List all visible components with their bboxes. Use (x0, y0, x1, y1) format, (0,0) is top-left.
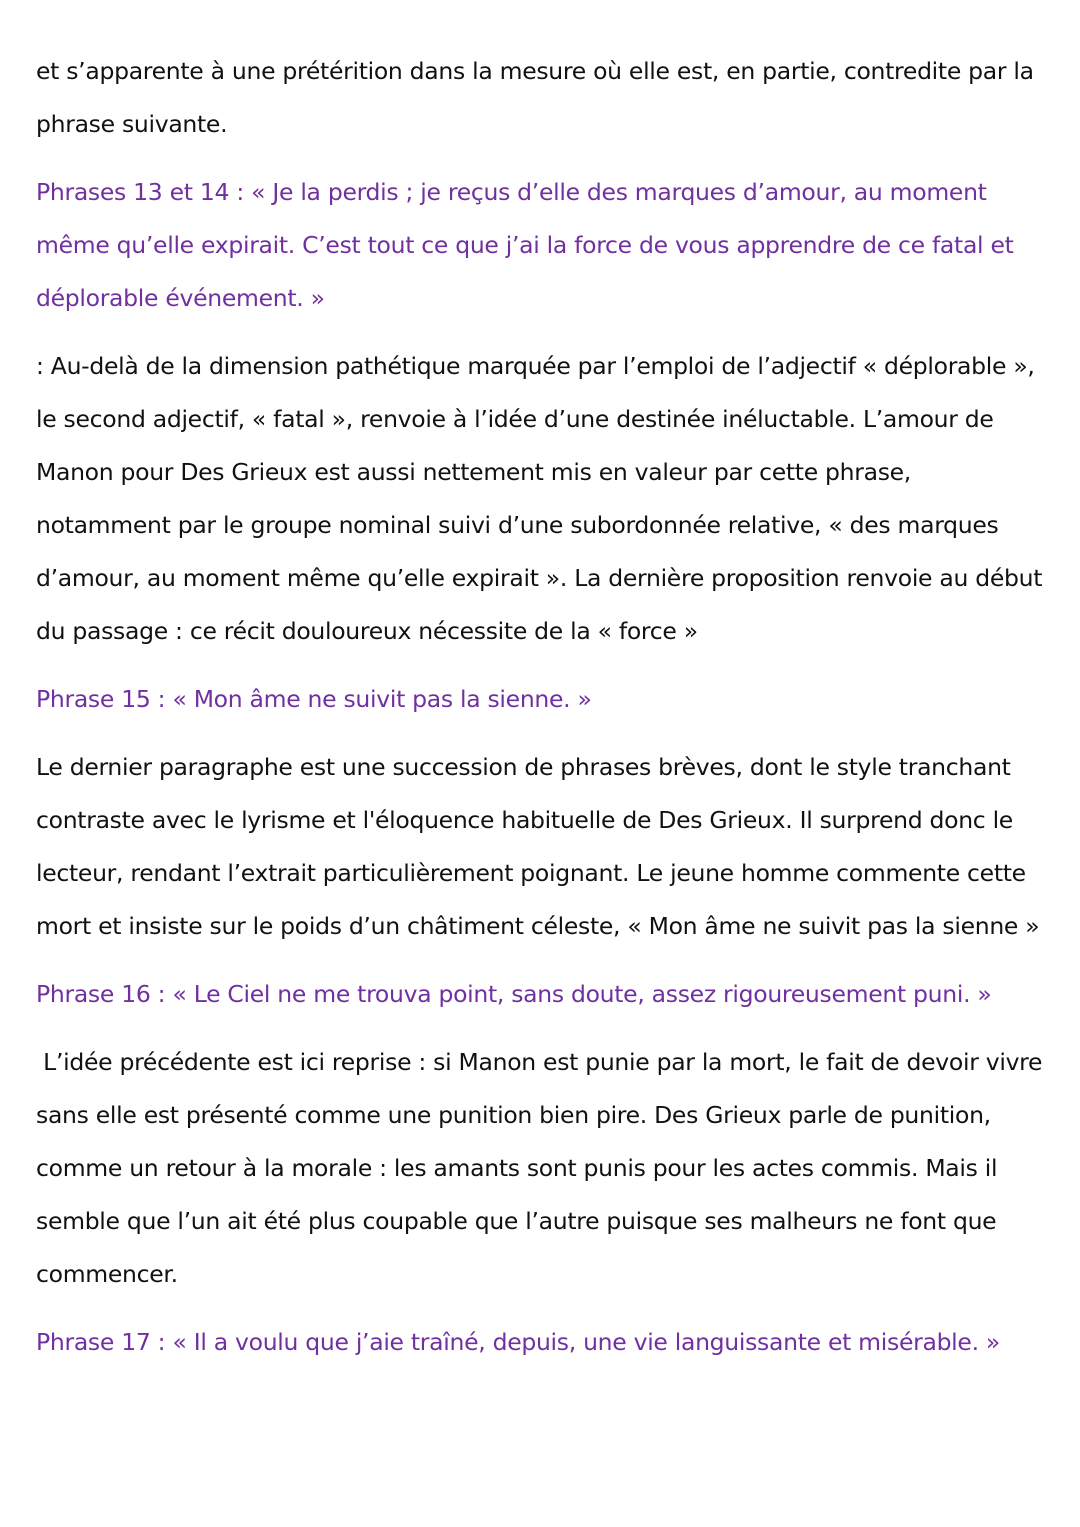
quote-phrase-16: Phrase 16 : « Le Ciel ne me trouva point, sans doute, assez rigoureusement puni. » (36, 980, 992, 1008)
paragraph-analysis-16: L’idée précédente est ici reprise : si Manon est punie par la mort, le fait de devoir vivre sans elle est présenté comme une punition bien pire. Des Grieux parle de punition, comme un retour à la morale : les amants sont punis pour les actes commis. Mais il semble que l’un ait été plus coupable que l’autre puisque ses malheurs ne font que commencer. (36, 1048, 1050, 1288)
document-page (36, 45, 1050, 1384)
paragraph-analysis-13-14: : Au-delà de la dimension pathétique marquée par l’emploi de l’adjectif « déplorable », le second adjectif, « fatal », renvoie à l’idée d’une destinée inéluctable. L’amour de Manon pour Des Grieux est aussi nettement mis en valeur par cette phrase, notamment par le groupe nominal suivi d’une subordonnée relative, « des marques d’amour, au moment même qu’elle expirait ». La dernière proposition renvoie au début du passage : ce récit douloureux nécessite de la « force » (36, 352, 1043, 645)
paragraph-continuation: et s’apparente à une prétérition dans la mesure où elle est, en partie, contredite par la phrase suivante. (36, 57, 1034, 138)
quote-phrases-13-14: Phrases 13 et 14 : « Je la perdis ; je reçus d’elle des marques d’amour, au moment même qu’elle expirait. C’est tout ce que j’ai la force de vous apprendre de ce fatal et déplorable événement. » (36, 178, 1014, 312)
paragraph-analysis-15: Le dernier paragraphe est une succession de phrases brèves, dont le style tranchant contraste avec le lyrisme et l'éloquence habituelle de Des Grieux. Il surprend donc le lecteur, rendant l’extrait particulièrement poignant. Le jeune homme commente cette mort et insiste sur le poids d’un châtiment céleste, « Mon âme ne suivit pas la sienne » (36, 753, 1040, 940)
quote-phrase-17: Phrase 17 : « Il a voulu que j’aie traîné, depuis, une vie languissante et misérable. » (36, 1328, 1000, 1356)
quote-phrase-15: Phrase 15 : « Mon âme ne suivit pas la sienne. » (36, 685, 592, 713)
